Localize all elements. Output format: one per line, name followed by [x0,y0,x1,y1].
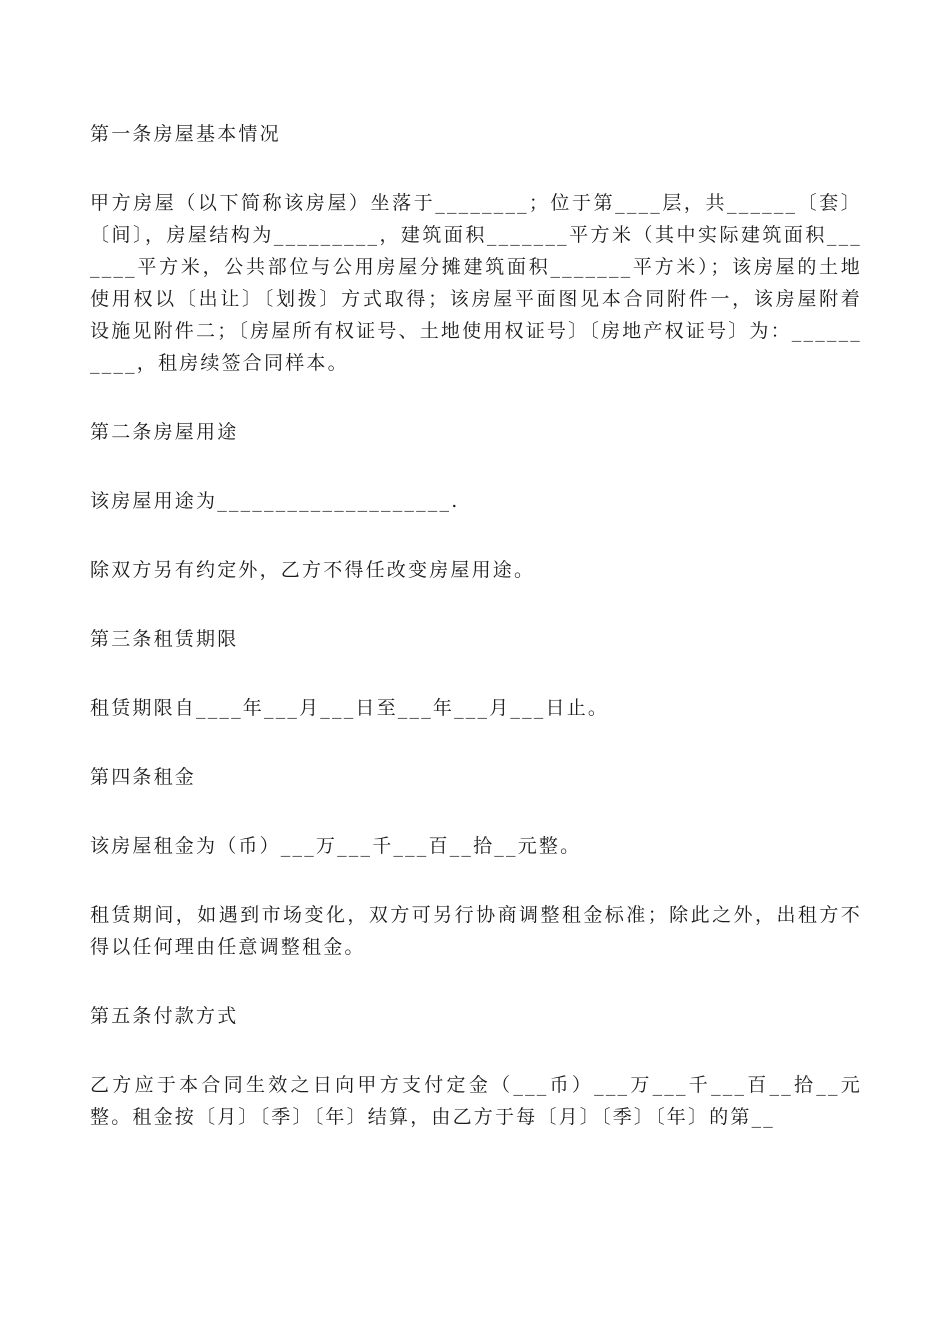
section-heading-2: 第二条房屋用途 [90,421,239,443]
section-2-paragraph-2: 除双方另有约定外，乙方不得任改变房屋用途。 [90,559,536,581]
section-heading-3: 第三条租赁期限 [90,628,239,650]
section-3-paragraph-1: 租赁期限自____年___月___日至___年___月___日止。 [90,697,610,719]
section-heading-4: 第四条租金 [90,766,197,788]
section-heading-1: 第一条房屋基本情况 [90,123,281,145]
section-4-paragraph-2: 租赁期间，如遇到市场变化，双方可另行协商调整租金标准；除此之外，出租方不得以任何理由任意调整租金。 [90,904,862,958]
section-2-paragraph-1: 该房屋用途为____________________. [90,490,460,512]
section-heading-5: 第五条付款方式 [90,1005,239,1027]
document-body [90,118,862,1133]
section-1-paragraph-1: 甲方房屋（以下简称该房屋）坐落于________；位于第____层，共______〔套〕〔间〕，房屋结构为_________，建筑面积_______平方米（其中实际建筑面积_______平方米，公共部位与公用房屋分摊建筑面积_______平方米）；该房屋的土地使用权以〔出让〕〔划拨〕方式取得；该房屋平面图见本合同附件一，该房屋附着设施见附件二；〔房屋所有权证号、土地使用权证号〕〔房地产权证号〕为：__________，租房续签合同样本。 [90,192,863,374]
section-5-paragraph-1: 乙方应于本合同生效之日向甲方支付定金（___币）___万___千___百__拾__元整。租金按〔月〕〔季〕〔年〕结算，由乙方于每〔月〕〔季〕〔年〕的第__ [90,1074,862,1128]
section-4-paragraph-1: 该房屋租金为（币）___万___千___百__拾__元整。 [90,835,582,857]
